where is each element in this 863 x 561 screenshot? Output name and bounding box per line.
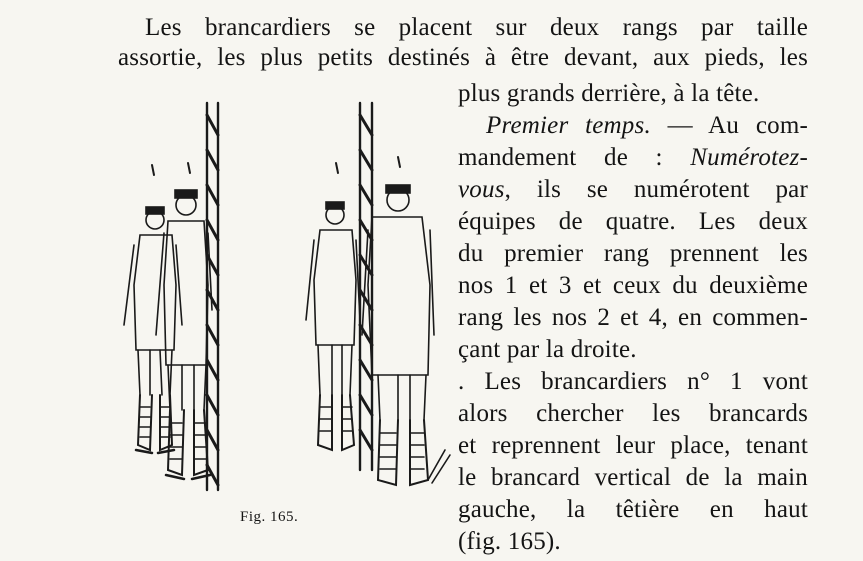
paragraph-line: et reprennent leur place, tenant bbox=[458, 432, 808, 459]
text-span: mandement de : bbox=[458, 144, 691, 171]
paragraph-line bbox=[458, 144, 808, 172]
italic-command: vous bbox=[458, 176, 505, 203]
paragraph-line: équipes de quatre. Les deux bbox=[458, 208, 808, 235]
figure-caption: Fig. 165. bbox=[240, 509, 299, 525]
paragraph-line: nos 1 et 3 et ceux du deuxième bbox=[458, 272, 808, 299]
text-span: , ils se numérotent par bbox=[504, 176, 808, 203]
paragraph-line: du premier rang prennent les bbox=[458, 240, 808, 267]
paragraph-line: le brancard vertical de la main bbox=[458, 464, 808, 491]
paragraph-line: Les brancardiers se placent sur deux rangs par taille bbox=[145, 14, 808, 41]
italic-heading: Premier temps. bbox=[486, 112, 651, 139]
italic-command: Numérotez- bbox=[690, 144, 808, 171]
stretcher-bearers-illustration bbox=[110, 95, 455, 500]
paragraph-line: (fig. 165). bbox=[458, 528, 561, 555]
paragraph-line: . Les brancardiers n° 1 vont bbox=[458, 368, 808, 395]
paragraph-line bbox=[486, 112, 808, 140]
paragraph-line: alors chercher les brancards bbox=[458, 400, 808, 427]
paragraph-line: gauche, la têtière en haut bbox=[458, 496, 808, 523]
paragraph-line: çant par la droite. bbox=[458, 336, 637, 363]
figure-165-drawing bbox=[110, 95, 455, 500]
paragraph-line bbox=[458, 176, 808, 204]
paragraph-line: plus grands derrière, à la tête. bbox=[458, 80, 760, 107]
paragraph-line: assortie, les plus petits destinés à être devant, aux pieds, les bbox=[118, 44, 808, 71]
text-span: — Au com- bbox=[650, 112, 808, 139]
paragraph-line: rang les nos 2 et 4, en commen- bbox=[458, 304, 808, 331]
